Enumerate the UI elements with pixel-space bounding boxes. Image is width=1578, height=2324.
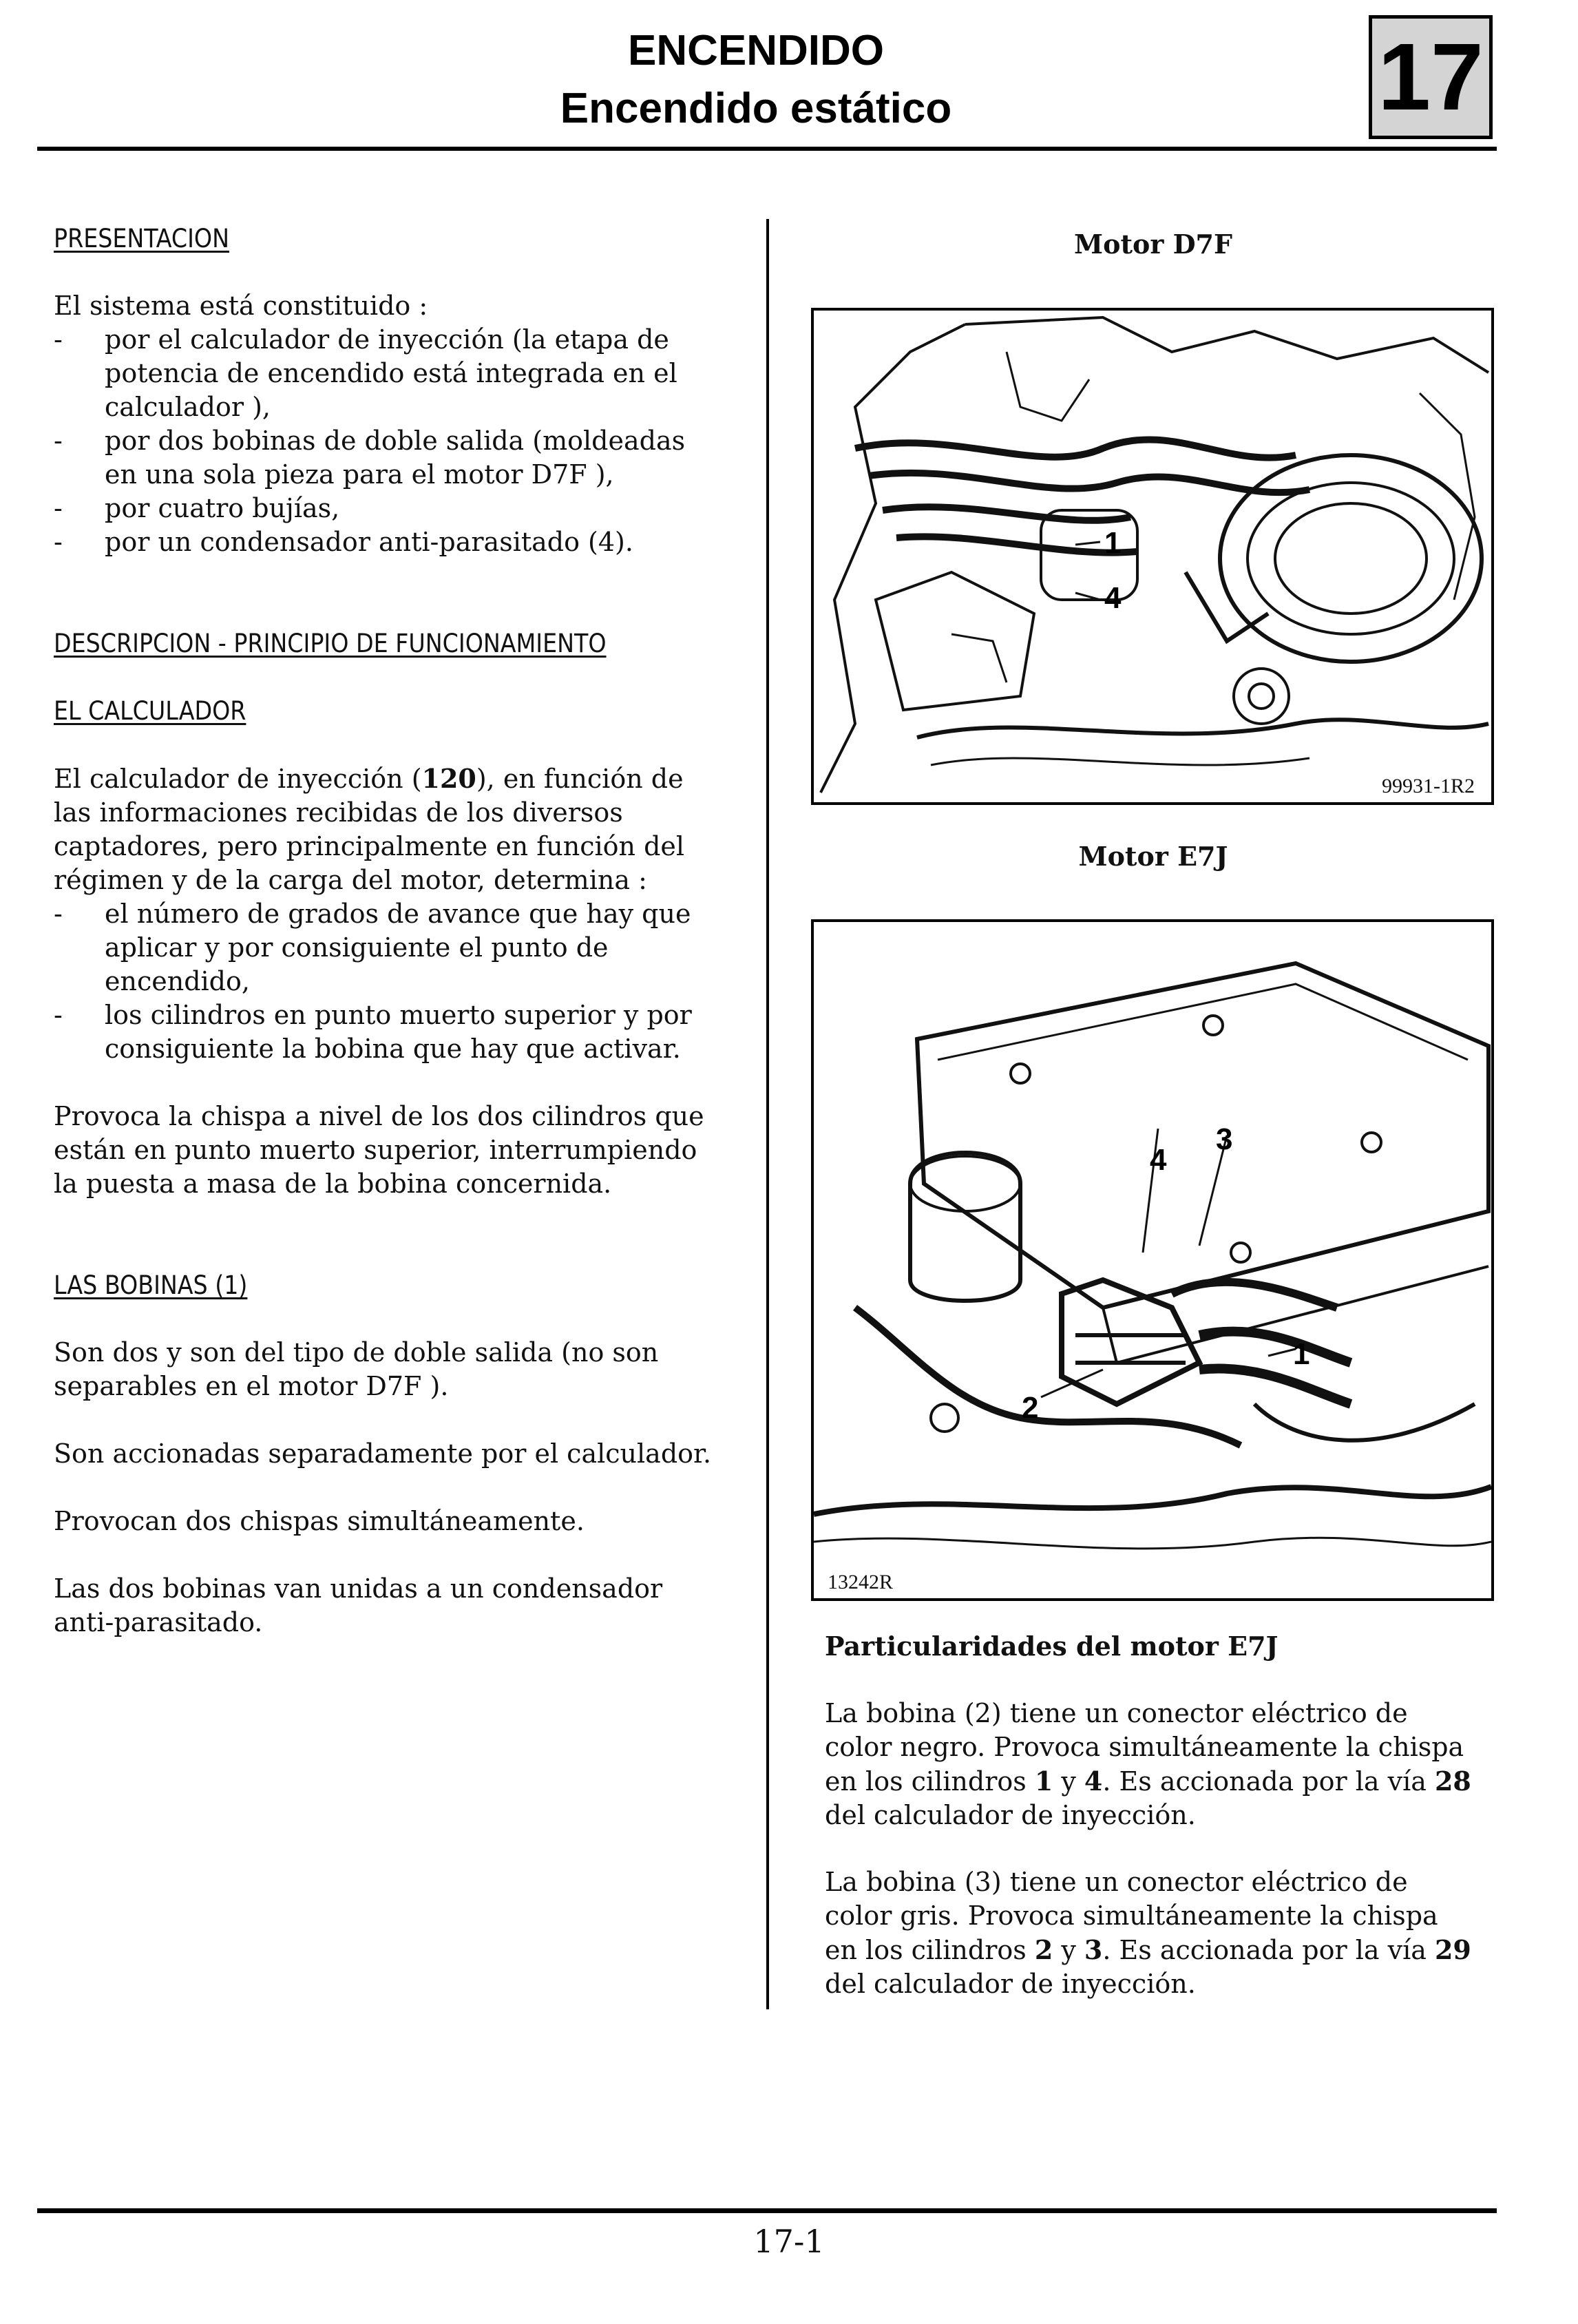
header-rule xyxy=(37,147,1497,151)
list-item: - los cilindros en punto muerto superior y por consiguiente la bobina que hay que activar. xyxy=(54,998,715,1066)
engine-drawing-e7j xyxy=(814,922,1491,1598)
bobinas-paragraph-2: Son accionadas separadamente por el calculador. xyxy=(54,1438,712,1469)
list-item: - por el calculador de inyección (la etapa de potencia de encendido está integrada en el calculador ), xyxy=(54,323,715,424)
particularidades-paragraph-1: La bobina (2) tiene un conector eléctrico de color negro. Provoca simultáneamente la chispa en los cilindros 1 y 4. Es accionada por la vía 28 del calculador de inyección. xyxy=(825,1698,1471,1830)
list-item: - el número de grados de avance que hay que aplicar y por consiguiente el punto de encendido, xyxy=(54,897,715,998)
callout-4: 4 xyxy=(1104,581,1122,615)
heading-presentacion: PRESENTACION xyxy=(54,224,230,253)
chapter-number-box xyxy=(1369,15,1493,139)
callout-3: 3 xyxy=(1216,1122,1233,1156)
section-subtitle: Encendido estático xyxy=(560,85,952,132)
column-divider xyxy=(766,219,769,2009)
page-number: 17-1 xyxy=(753,2223,825,2260)
presentacion-intro: El sistema está constituido : xyxy=(54,291,428,321)
list-item: - por un condensador anti-parasitado (4). xyxy=(54,525,715,559)
callout-4: 4 xyxy=(1150,1143,1167,1177)
chapter-number: 17 xyxy=(1378,23,1484,130)
heading-descripcion: DESCRIPCION - PRINCIPIO DE FUNCIONAMIENTO xyxy=(54,629,607,658)
heading-bobinas: LAS BOBINAS (1) xyxy=(54,1270,248,1300)
engine-figure-e7j xyxy=(811,919,1494,1601)
section-title: ENCENDIDO xyxy=(627,27,885,74)
footer-rule xyxy=(37,2208,1497,2213)
callout-1: 1 xyxy=(1293,1337,1310,1371)
heading-particularidades: Particularidades del motor E7J xyxy=(825,1631,1279,1662)
figure-title-d7f: Motor D7F xyxy=(1074,229,1232,260)
figure-ref-e7j: 13242R xyxy=(823,1571,897,1594)
figure-ref-d7f: 99931-1R2 xyxy=(1378,775,1479,798)
bobinas-paragraph-4: Las dos bobinas van unidas a un condensador anti-parasitado. xyxy=(54,1573,663,1637)
list-item: - por cuatro bujías, xyxy=(54,492,715,525)
calculador-list xyxy=(54,897,715,1066)
callout-2: 2 xyxy=(1022,1391,1039,1425)
calculador-paragraph-1: El calculador de inyección (120), en función de las informaciones recibidas de los diversos captadores, pero principalmente en función del régimen y de la carga del motor, determina : xyxy=(54,763,685,895)
figure-title-e7j: Motor E7J xyxy=(1078,841,1228,872)
presentacion-list xyxy=(54,323,715,559)
left-column xyxy=(54,222,715,1640)
engine-drawing-d7f xyxy=(814,311,1491,802)
list-item: - por dos bobinas de doble salida (moldeadas en una sola pieza para el motor D7F ), xyxy=(54,424,715,492)
callout-1: 1 xyxy=(1104,526,1122,560)
page-header xyxy=(0,22,1512,138)
particularidades-paragraph-2: La bobina (3) tiene un conector eléctrico de color gris. Provoca simultáneamente la chispa en los cilindros 2 y 3. Es accionada por la vía 29 del calculador de inyección. xyxy=(825,1867,1471,1999)
bobinas-paragraph-1: Son dos y son del tipo de doble salida (no son separables en el motor D7F ). xyxy=(54,1337,659,1401)
engine-figure-d7f xyxy=(811,308,1494,805)
calculador-paragraph-2: Provoca la chispa a nivel de los dos cilindros que están en punto muerto superior, interrumpiendo la puesta a masa de la bobina concernida. xyxy=(54,1101,704,1199)
heading-calculador: EL CALCULADOR xyxy=(54,696,246,726)
bobinas-paragraph-3: Provocan dos chispas simultáneamente. xyxy=(54,1506,585,1536)
